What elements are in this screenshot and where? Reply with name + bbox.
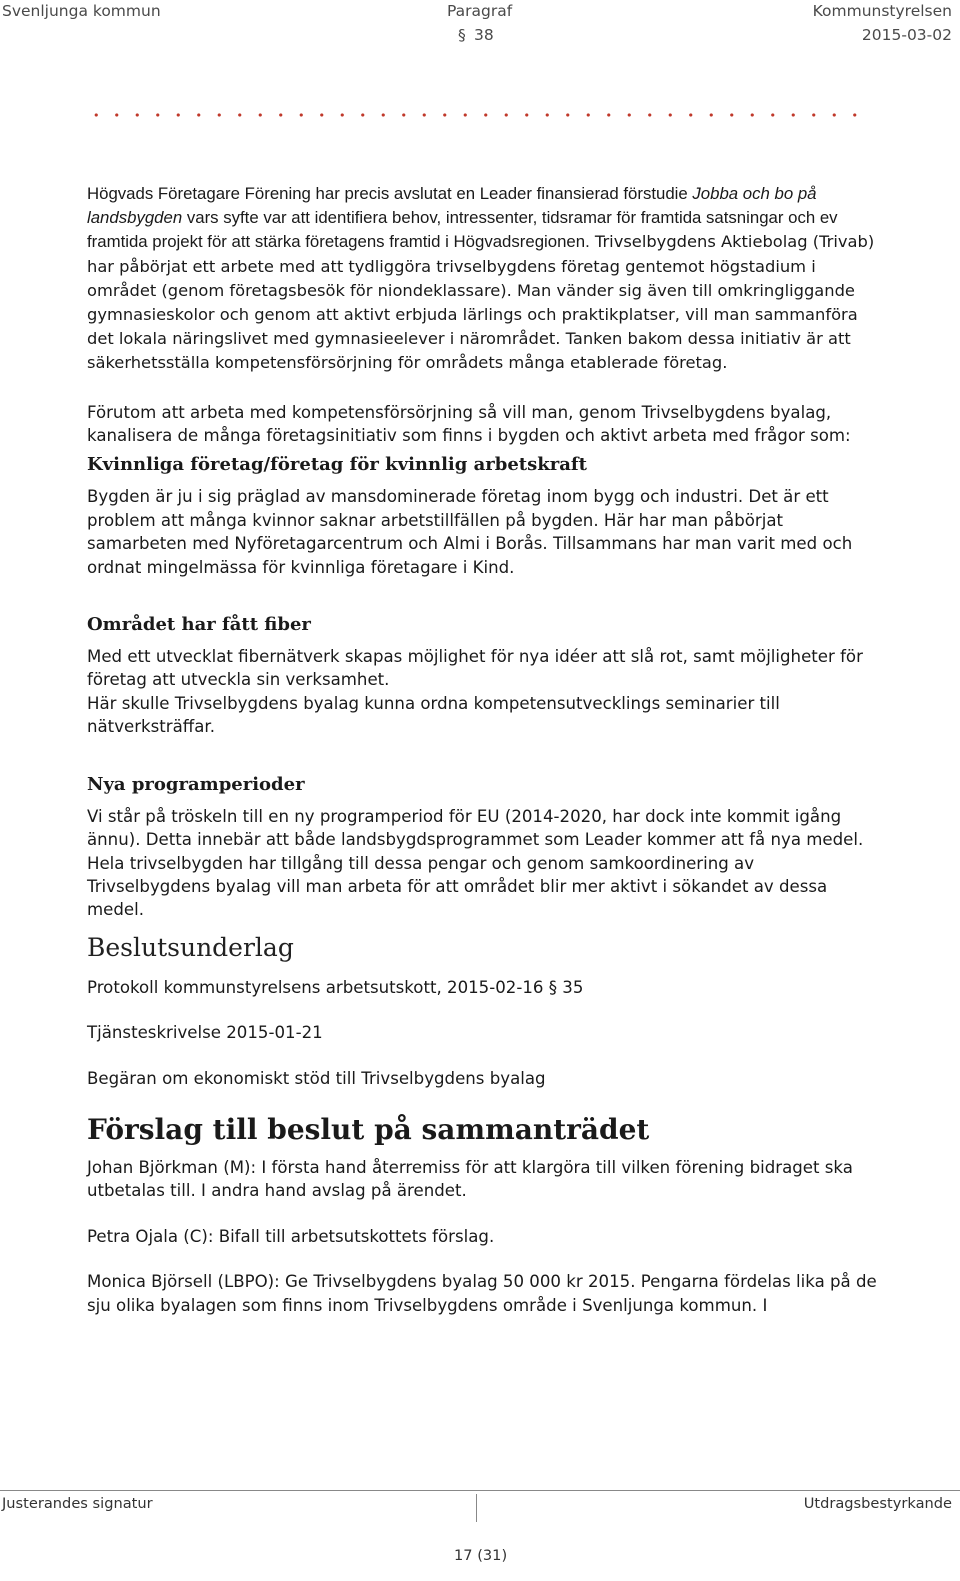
paragraph-4a: Med ett utvecklat fibernätverk skapas möjlighet för nya idéer att slå rot, samt möjligheter för företag att utveckla sin verksamhet. — [87, 647, 863, 690]
page-number: 17 (31) — [454, 1547, 508, 1564]
page-header — [0, 0, 960, 60]
paragraph-3: Bygden är ju i sig präglad av mansdominerade företag inom bygg och industri. Det är ett problem att många kvinnor saknar arbetstillfällen på bygden. Här har man påbörjat samarbeten med Nyföretagarcentrum och Almi i Borås. Tillsammans har man varit med och ordnat mingelmässa för kvinnliga företagare i Kind. — [87, 487, 853, 577]
intro-text-a: Högvads Företagare Förening har precis avslutat en Leader finansierad förstudie — [87, 184, 693, 203]
dotted-divider — [86, 112, 866, 118]
paragraph-5: Vi står på tröskeln till en ny programperiod för EU (2014-2020, har dock inte kommit igång ännu). Detta innebär att både landsbygdsprogrammet som Leader kommer att få nya medel. Hela trivselbygden har tillgång till dessa pengar och genom samkoordinering av Trivselbygdens byalag vill man arbeta för att området blir mer aktivt i sökandet av dessa medel. — [87, 806, 864, 920]
paragraph-2: Förutom att arbeta med kompetensförsörjning så vill man, genom Trivselbygdens byalag, kanalisera de många företagsinitiativ som finns i bygden och aktivt arbeta med frågor som: — [87, 402, 851, 446]
meeting-date: 2015-03-02 — [861, 26, 952, 44]
intro-paragraph — [87, 182, 877, 376]
document-body — [87, 182, 877, 1317]
beslutsunderlag-item-3: Begäran om ekonomiskt stöd till Trivselbygdens byalag — [87, 1068, 546, 1088]
paragraph-4b: Här skulle Trivselbygdens byalag kunna ordna kompetensutvecklings seminarier till nätverksträffar. — [87, 693, 780, 737]
intro-text-b: vars syfte var att identifiera behov, intressenter, tidsramar för framtida satsningar och ev framtida projekt för att stärka företagens framtid i Högvadsregionen. — [87, 208, 838, 252]
footer-signature-label: Justerandes signatur — [2, 1495, 153, 1512]
heading-kvinnliga: Kvinnliga företag/företag för kvinnlig arbetskraft — [87, 454, 587, 476]
heading-forslag: Förslag till beslut på sammanträdet — [87, 1112, 650, 1146]
beslutsunderlag-item-2: Tjänsteskrivelse 2015-01-21 — [87, 1023, 323, 1043]
forslag-petra: Petra Ojala (C): Bifall till arbetsutskottets förslag. — [87, 1226, 495, 1246]
footer-certification-label: Utdragsbestyrkande — [803, 1495, 952, 1512]
body-name: Kommunstyrelsen — [812, 2, 952, 20]
section-symbol: § — [458, 26, 466, 44]
forslag-johan: Johan Björkman (M): I första hand återremiss för att klargöra till vilken förening bidraget ska utbetalas till. I andra hand avslag på ärendet. — [87, 1157, 853, 1201]
heading-fiber: Området har fått fiber — [87, 614, 311, 636]
paragraph-number: 38 — [474, 26, 494, 44]
intro-italic-title: Jobba och bo på landsbygden — [87, 184, 817, 228]
beslutsunderlag-item-1: Protokoll kommunstyrelsens arbetsutskott, 2015-02-16 § 35 — [87, 977, 584, 997]
heading-beslutsunderlag: Beslutsunderlag — [87, 932, 294, 962]
municipality-name: Svenljunga kommun — [2, 2, 161, 20]
forslag-monica: Monica Björsell (LBPO): Ge Trivselbygdens byalag 50 000 kr 2015. Pengarna fördelas lika på de sju olika byalagen som finns inom Trivselbygdens område i Svenljunga kommun. I — [87, 1272, 877, 1315]
intro-text-c: Trivselbygdens Aktiebolag (Trivab) har påbörjat ett arbete med att tydliggöra trivselbygdens företag gentemot högstadium i området (genom företagsbesök för niondeklassare). Man vänder sig även till omkringliggande gymnasieskolor och genom att aktivt erbjuda lärlings och praktikplatser, vill man sammanföra det lokala näringslivet med gymnasieelever i närområdet. Tanken bakom dessa initiativ är att säkerhetsställa kompetensförsörjning för områdets många etablerade företag. — [87, 232, 875, 373]
footer-vertical-divider — [476, 1494, 477, 1522]
heading-nya-programperioder: Nya programperioder — [87, 773, 305, 795]
paragraph-label: Paragraf — [447, 2, 513, 20]
footer-divider — [0, 1490, 960, 1491]
